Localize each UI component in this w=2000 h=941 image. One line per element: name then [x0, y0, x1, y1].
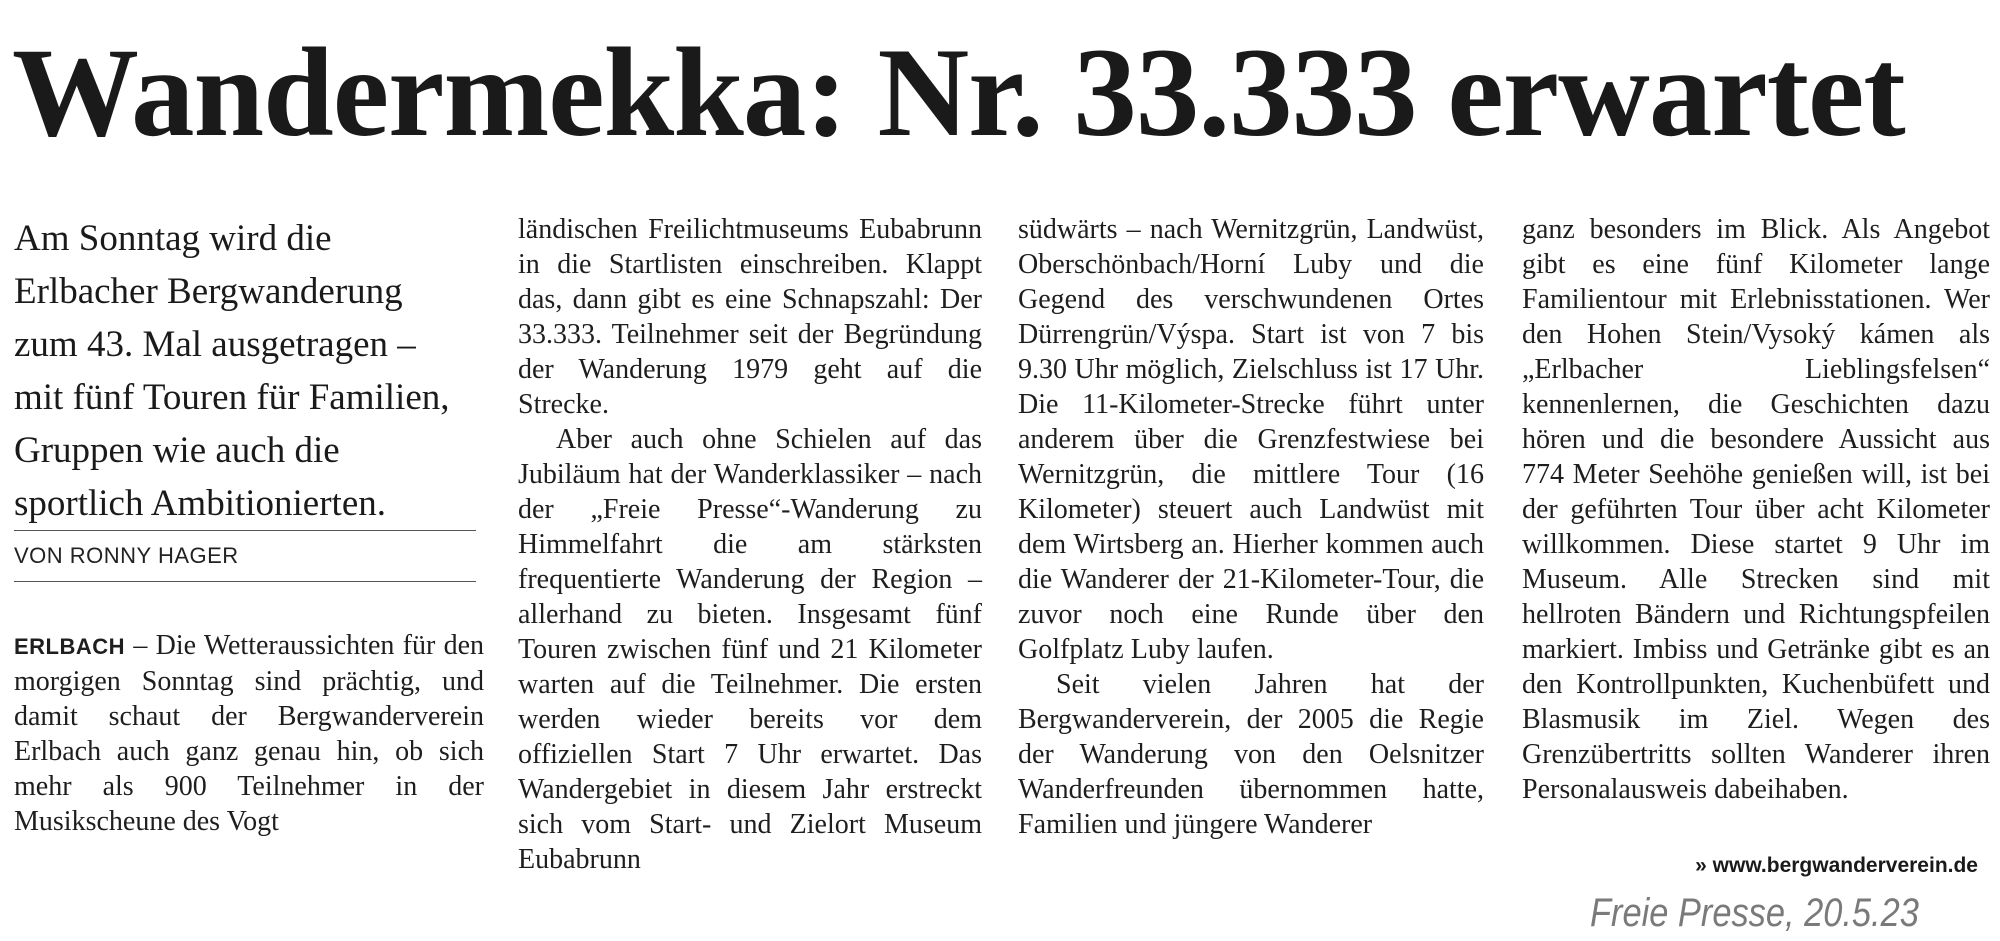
para3-part-b: ganz besonders im Blick. Als Angebot gibt es eine fünf Kilometer lange Familientour mit Erlebnisstationen. Wer den Hohen Stein/Vysoký kámen als „Erlbacher Lieblingsfelsen“ kennenlernen, die Geschichten dazu hören und die besondere Aussicht aus 774 Meter Seehöhe genießen will, ist bei der geführten Tour über acht Kilometer willkommen. Diese startet 9 Uhr im Museum. Alle Strecken sind mit hellroten Bändern und Richtungspfeilen markiert. Imbiss und Getränke gibt es an den Kontrollpunkten, Kuchenbüfett und Blasmusik im Ziel. Wegen des Grenzübertritts sollten Wanderer ihren Personalausweis dabeihaben.	[1522, 214, 1990, 805]
dateline: ERLBACH	[14, 634, 126, 659]
para3-part-a: Seit vielen Jahren hat der Bergwanderverein, der 2005 die Regie der Wanderung von den Oelsnitzer Wanderfreunden übernommen hatte, Familien und jüngere Wanderer	[1018, 669, 1484, 840]
column-2	[518, 212, 982, 877]
byline-box	[14, 530, 476, 582]
web-link[interactable]: » www.bergwanderverein.de	[1695, 854, 1978, 877]
body-paragraph-1-text	[14, 630, 484, 837]
para2-part-b: südwärts – nach Wernitzgrün, Landwüst, Oberschönbach/Horní Luby und die Gegend des verschwundenen Ortes Dürrengrün/Výspa. Start ist von 7 bis 9.30 Uhr möglich, Zielschluss ist 17 Uhr. Die 11-Kilometer-Strecke führt unter anderem über die Grenzfestwiese bei Wernitzgrün, die mittlere Tour (16 Kilometer) steuert auch Landwüst mit dem Wirtsberg an. Hierher kommen auch die Wanderer der 21-Kilometer-Tour, die zuvor noch eine Runde über den Golfplatz Luby laufen.	[1018, 214, 1484, 665]
para2-part-a: Aber auch ohne Schielen auf das Jubiläum hat der Wanderklassiker – nach der „Freie Presse“-Wanderung zu Himmelfahrt die am stärksten frequentierte Wanderung der Region – allerhand zu bieten. Insgesamt fünf Touren zwischen fünf und 21 Kilometer warten auf die Teilnehmer. Die ersten werden wieder bereits vor dem offiziellen Start 7 Uhr erwartet. Das Wandergebiet in diesem Jahr erstreckt sich vom Start- und Zielort Museum Eubabrunn	[518, 424, 982, 875]
headline: Wandermekka: Nr. 33.333 erwartet	[12, 23, 1905, 163]
column-3	[1018, 212, 1484, 842]
lead-paragraph: Am Sonntag wird die Erlbacher Bergwanderung zum 43. Mal ausgetragen – mit fünf Touren für Familien, Gruppen wie auch die sportlich Ambitionierten.	[14, 218, 450, 524]
column-1	[14, 212, 484, 839]
source-note: Freie Presse, 20.5.23	[1590, 891, 1919, 935]
para1-continued: ländischen Freilichtmuseums Eubabrunn in die Startlisten einschreiben. Klappt das, dann gibt es eine Schnapszahl: Der 33.333. Teilnehmer seit der Begründung der Wanderung 1979 geht auf die Strecke.	[518, 214, 982, 420]
column-4	[1522, 212, 1990, 807]
para1-part-a: – Die Wetteraussichten für den morgigen Sonntag sind prächtig, und damit schaut der Bergwanderverein Erlbach auch ganz genau hin, ob sich mehr als 900 Teilnehmer in der Musikscheune des Vogt	[14, 630, 485, 837]
body-paragraph-1	[14, 628, 484, 839]
byline: VON RONNY HAGER	[14, 543, 239, 568]
